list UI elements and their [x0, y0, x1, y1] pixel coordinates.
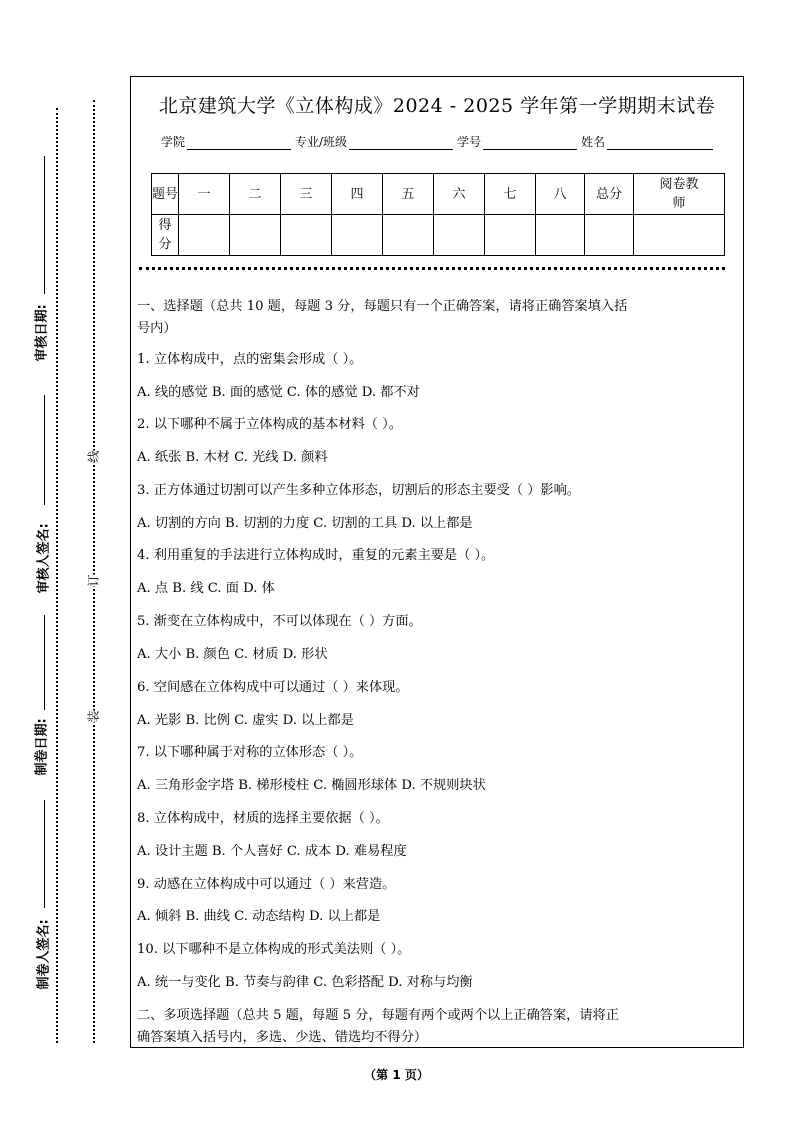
score-header-cell: 八 — [536, 174, 585, 215]
reviewer-sign-label: 审核人签名: — [36, 523, 52, 594]
make-date-label: 制卷日期: — [34, 718, 50, 776]
field-name-label: 姓名 — [581, 135, 606, 149]
field-name-blank[interactable] — [607, 137, 713, 150]
score-cell[interactable] — [585, 215, 634, 256]
answer-options-2: A. 纸张 B. 木材 C. 光线 D. 颜料 — [137, 450, 328, 465]
question-10: 10. 以下哪种不是立体构成的形式美法则（ ）。 — [137, 942, 411, 957]
score-cell[interactable] — [536, 215, 585, 256]
exam-frame — [130, 76, 744, 1048]
section1-heading-line2: 号内） — [137, 321, 177, 336]
score-cell[interactable] — [230, 215, 281, 256]
score-header-cell: 四 — [332, 174, 383, 215]
score-table-header-row — [152, 174, 725, 215]
score-cell[interactable] — [281, 215, 332, 256]
dotted-separator — [139, 267, 725, 270]
score-cell[interactable] — [485, 215, 536, 256]
maker-sign-line — [44, 800, 45, 908]
score-header-cell: 总分 — [585, 174, 634, 215]
field-class-label: 专业/班级 — [295, 135, 348, 149]
field-college-label: 学院 — [161, 135, 186, 149]
reviewer-sign-line — [44, 395, 45, 505]
question-8: 8. 立体构成中，材质的选择主要依据（ ）。 — [137, 811, 389, 826]
question-9: 9. 动感在立体构成中可以通过（ ）来营造。 — [137, 877, 396, 892]
question-4: 4. 利用重复的手法进行立体构成时，重复的元素主要是（ ）。 — [137, 548, 495, 563]
section1-heading-line1: 一、选择题（总共 10 题，每题 3 分，每题只有一个正确答案，请将正确答案填入括 — [137, 299, 628, 314]
score-cell[interactable] — [383, 215, 434, 256]
score-header-cell: 题号 — [152, 174, 179, 215]
answer-options-1: A. 线的感觉 B. 面的感觉 C. 体的感觉 D. 都不对 — [137, 385, 420, 400]
question-6: 6. 空间感在立体构成中可以通过（ ）来体现。 — [137, 680, 409, 695]
score-header-cell: 二 — [230, 174, 281, 215]
binding-char-line: 线 — [86, 450, 101, 463]
question-1: 1. 立体构成中，点的密集会形成（ ）。 — [137, 352, 363, 367]
score-cell[interactable] — [179, 215, 230, 256]
answer-options-9: A. 倾斜 B. 曲线 C. 动态结构 D. 以上都是 — [137, 909, 381, 924]
make-date-line — [44, 615, 45, 710]
page-number: （第 1 页） — [364, 1068, 429, 1082]
score-cell[interactable] — [332, 215, 383, 256]
review-date-line — [44, 156, 45, 294]
score-cell[interactable] — [434, 215, 485, 256]
field-class-blank[interactable] — [349, 137, 453, 150]
answer-options-4: A. 点 B. 线 C. 面 D. 体 — [137, 581, 275, 596]
student-info — [161, 133, 717, 150]
question-7: 7. 以下哪种属于对称的立体形态（ ）。 — [137, 745, 363, 760]
score-header-cell: 三 — [281, 174, 332, 215]
score-header-cell: 五 — [383, 174, 434, 215]
field-id-label: 学号 — [457, 135, 482, 149]
field-college-blank[interactable] — [187, 137, 291, 150]
exam-title: 北京建筑大学《立体构成》2024 - 2025 学年第一学期期末试卷 — [158, 95, 716, 117]
score-header-cell: 阅卷教师 — [634, 174, 725, 215]
section2-heading-line2: 确答案填入括号内，多选、少选、错选均不得分） — [137, 1030, 428, 1045]
binding-char-bind: 装 — [86, 710, 101, 723]
score-table — [151, 173, 725, 256]
review-date-label: 审核日期: — [34, 304, 50, 362]
answer-options-10: A. 统一与变化 B. 节奏与韵律 C. 色彩搭配 D. 对称与均衡 — [137, 975, 473, 990]
binding-dotted-line — [93, 100, 95, 1043]
answer-options-8: A. 设计主题 B. 个人喜好 C. 成本 D. 难易程度 — [137, 844, 407, 859]
answer-options-7: A. 三角形金字塔 B. 梯形棱柱 C. 椭圆形球体 D. 不规则块状 — [137, 778, 486, 793]
left-dotted-line — [56, 108, 58, 1043]
answer-options-3: A. 切割的方向 B. 切割的力度 C. 切割的工具 D. 以上都是 — [137, 516, 473, 531]
score-row-label: 得分 — [152, 215, 179, 256]
maker-sign-label: 制卷人签名: — [36, 919, 52, 990]
question-5: 5. 渐变在立体构成中，不可以体现在（ ）方面。 — [137, 614, 422, 629]
answer-options-5: A. 大小 B. 颜色 C. 材质 D. 形状 — [137, 647, 328, 662]
question-2: 2. 以下哪种不属于立体构成的基本材料（ ）。 — [137, 417, 402, 432]
score-cell[interactable] — [634, 215, 725, 256]
score-table-score-row — [152, 215, 725, 256]
score-header-cell: 六 — [434, 174, 485, 215]
binding-char-order: 订 — [86, 574, 101, 587]
score-header-cell: 一 — [179, 174, 230, 215]
section2-heading-line1: 二、多项选择题（总共 5 题，每题 5 分，每题有两个或两个以上正确答案，请将正 — [137, 1008, 619, 1023]
question-3: 3. 正方体通过切割可以产生多种立体形态，切割后的形态主要受（ ）影响。 — [137, 483, 580, 498]
answer-options-6: A. 光影 B. 比例 C. 虚实 D. 以上都是 — [137, 713, 354, 728]
score-header-cell: 七 — [485, 174, 536, 215]
field-id-blank[interactable] — [483, 137, 577, 150]
